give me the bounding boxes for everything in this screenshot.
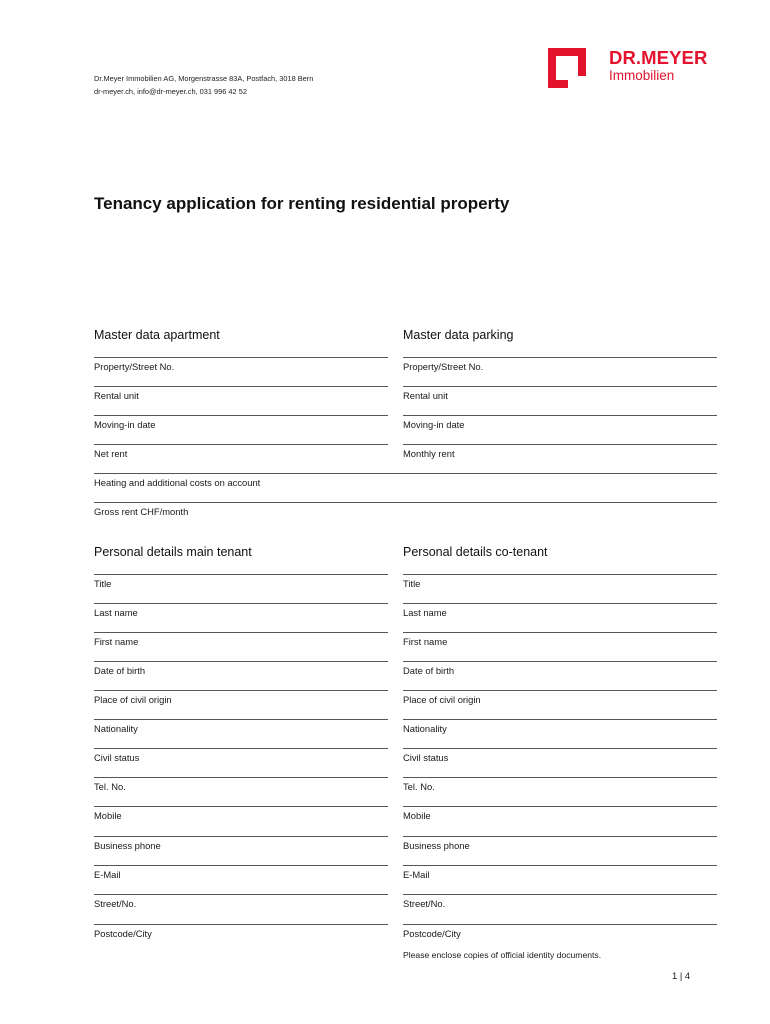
field-label: Postcode/City bbox=[94, 928, 152, 939]
field-label: Last name bbox=[403, 607, 447, 618]
field-label: E-Mail bbox=[94, 869, 121, 880]
field-label: Civil status bbox=[403, 752, 449, 763]
field-main-tenant-business-phone[interactable] bbox=[94, 836, 388, 866]
field-main-tenant-email[interactable] bbox=[94, 865, 388, 895]
field-co-tenant-civil-status[interactable] bbox=[403, 748, 717, 778]
field-parking-moving-in-date[interactable] bbox=[403, 415, 717, 445]
field-co-tenant-business-phone[interactable] bbox=[403, 836, 717, 866]
field-label: Civil status bbox=[94, 752, 140, 763]
field-label: Net rent bbox=[94, 448, 128, 459]
field-co-tenant-nationality[interactable] bbox=[403, 719, 717, 749]
field-main-tenant-civil-status[interactable] bbox=[94, 748, 388, 778]
address-line-1: Dr.Meyer Immobilien AG, Morgenstrasse 83A, Postfach, 3018 Bern bbox=[94, 74, 314, 83]
field-label: E-Mail bbox=[403, 869, 430, 880]
field-parking-monthly-rent[interactable] bbox=[403, 444, 717, 474]
field-main-tenant-title[interactable] bbox=[94, 574, 388, 604]
field-label: Business phone bbox=[403, 840, 470, 851]
identity-documents-note: Please enclose copies of official identity documents. bbox=[403, 950, 602, 960]
field-label: Property/Street No. bbox=[403, 361, 484, 372]
field-label: Moving-in date bbox=[403, 419, 465, 430]
logo-subtitle: Immobilien bbox=[609, 68, 675, 83]
heading-main-tenant: Personal details main tenant bbox=[94, 545, 252, 559]
document-title: Tenancy application for renting residential property bbox=[94, 194, 510, 213]
field-label: Last name bbox=[94, 607, 138, 618]
logo-mark-icon bbox=[548, 48, 586, 88]
field-main-tenant-nationality[interactable] bbox=[94, 719, 388, 749]
field-label: Moving-in date bbox=[94, 419, 156, 430]
field-co-tenant-email[interactable] bbox=[403, 865, 717, 895]
field-apartment-property-street[interactable] bbox=[94, 357, 388, 387]
field-label: Tel. No. bbox=[94, 781, 126, 792]
field-main-tenant-mobile[interactable] bbox=[94, 806, 388, 836]
field-parking-rental-unit[interactable] bbox=[403, 386, 717, 416]
field-label: Street/No. bbox=[403, 898, 446, 909]
field-apartment-net-rent[interactable] bbox=[94, 444, 388, 474]
address-line-2: dr-meyer.ch, info@dr-meyer.ch, 031 996 42 52 bbox=[94, 87, 247, 96]
field-co-tenant-civil-origin[interactable] bbox=[403, 690, 717, 720]
heading-master-data-apartment: Master data apartment bbox=[94, 328, 220, 342]
field-apartment-moving-in-date[interactable] bbox=[94, 415, 388, 445]
field-label: Postcode/City bbox=[403, 928, 461, 939]
logo-title: DR.MEYER bbox=[609, 47, 708, 68]
field-label: Date of birth bbox=[403, 665, 455, 676]
field-co-tenant-street[interactable] bbox=[403, 894, 717, 924]
field-apartment-rental-unit[interactable] bbox=[94, 386, 388, 416]
field-label: Place of civil origin bbox=[403, 694, 481, 705]
field-label: Rental unit bbox=[403, 390, 448, 401]
field-label: Date of birth bbox=[94, 665, 146, 676]
field-label: Title bbox=[94, 578, 112, 589]
field-label: Place of civil origin bbox=[94, 694, 172, 705]
page-number: 1 | 4 bbox=[672, 970, 691, 981]
heading-co-tenant: Personal details co-tenant bbox=[403, 545, 548, 559]
field-label: Gross rent CHF/month bbox=[94, 506, 189, 517]
field-label: Street/No. bbox=[94, 898, 137, 909]
heading-master-data-parking: Master data parking bbox=[403, 328, 514, 342]
field-co-tenant-mobile[interactable] bbox=[403, 806, 717, 836]
field-label: Business phone bbox=[94, 840, 161, 851]
field-label: Heating and additional costs on account bbox=[94, 477, 261, 488]
field-label: Nationality bbox=[94, 723, 138, 734]
field-main-tenant-tel-no[interactable] bbox=[94, 777, 388, 807]
field-label: Nationality bbox=[403, 723, 447, 734]
field-label: Rental unit bbox=[94, 390, 139, 401]
field-co-tenant-tel-no[interactable] bbox=[403, 777, 717, 807]
field-main-tenant-last-name[interactable] bbox=[94, 603, 388, 633]
field-main-tenant-street[interactable] bbox=[94, 894, 388, 924]
company-address bbox=[94, 72, 313, 98]
field-main-tenant-first-name[interactable] bbox=[94, 632, 388, 662]
field-label: Property/Street No. bbox=[94, 361, 175, 372]
field-label: Mobile bbox=[403, 810, 431, 821]
company-logo bbox=[548, 48, 728, 96]
field-heating-additional-costs[interactable] bbox=[94, 473, 717, 503]
field-co-tenant-date-of-birth[interactable] bbox=[403, 661, 717, 691]
field-label: First name bbox=[403, 636, 448, 647]
field-label: Tel. No. bbox=[403, 781, 435, 792]
field-label: Monthly rent bbox=[403, 448, 455, 459]
field-co-tenant-last-name[interactable] bbox=[403, 603, 717, 633]
field-main-tenant-civil-origin[interactable] bbox=[94, 690, 388, 720]
field-co-tenant-title[interactable] bbox=[403, 574, 717, 604]
field-label: First name bbox=[94, 636, 139, 647]
field-co-tenant-first-name[interactable] bbox=[403, 632, 717, 662]
field-label: Title bbox=[403, 578, 421, 589]
field-parking-property-street[interactable] bbox=[403, 357, 717, 387]
field-gross-rent[interactable] bbox=[94, 502, 717, 532]
field-main-tenant-postcode-city[interactable] bbox=[94, 924, 388, 954]
field-label: Mobile bbox=[94, 810, 122, 821]
field-main-tenant-date-of-birth[interactable] bbox=[94, 661, 388, 691]
